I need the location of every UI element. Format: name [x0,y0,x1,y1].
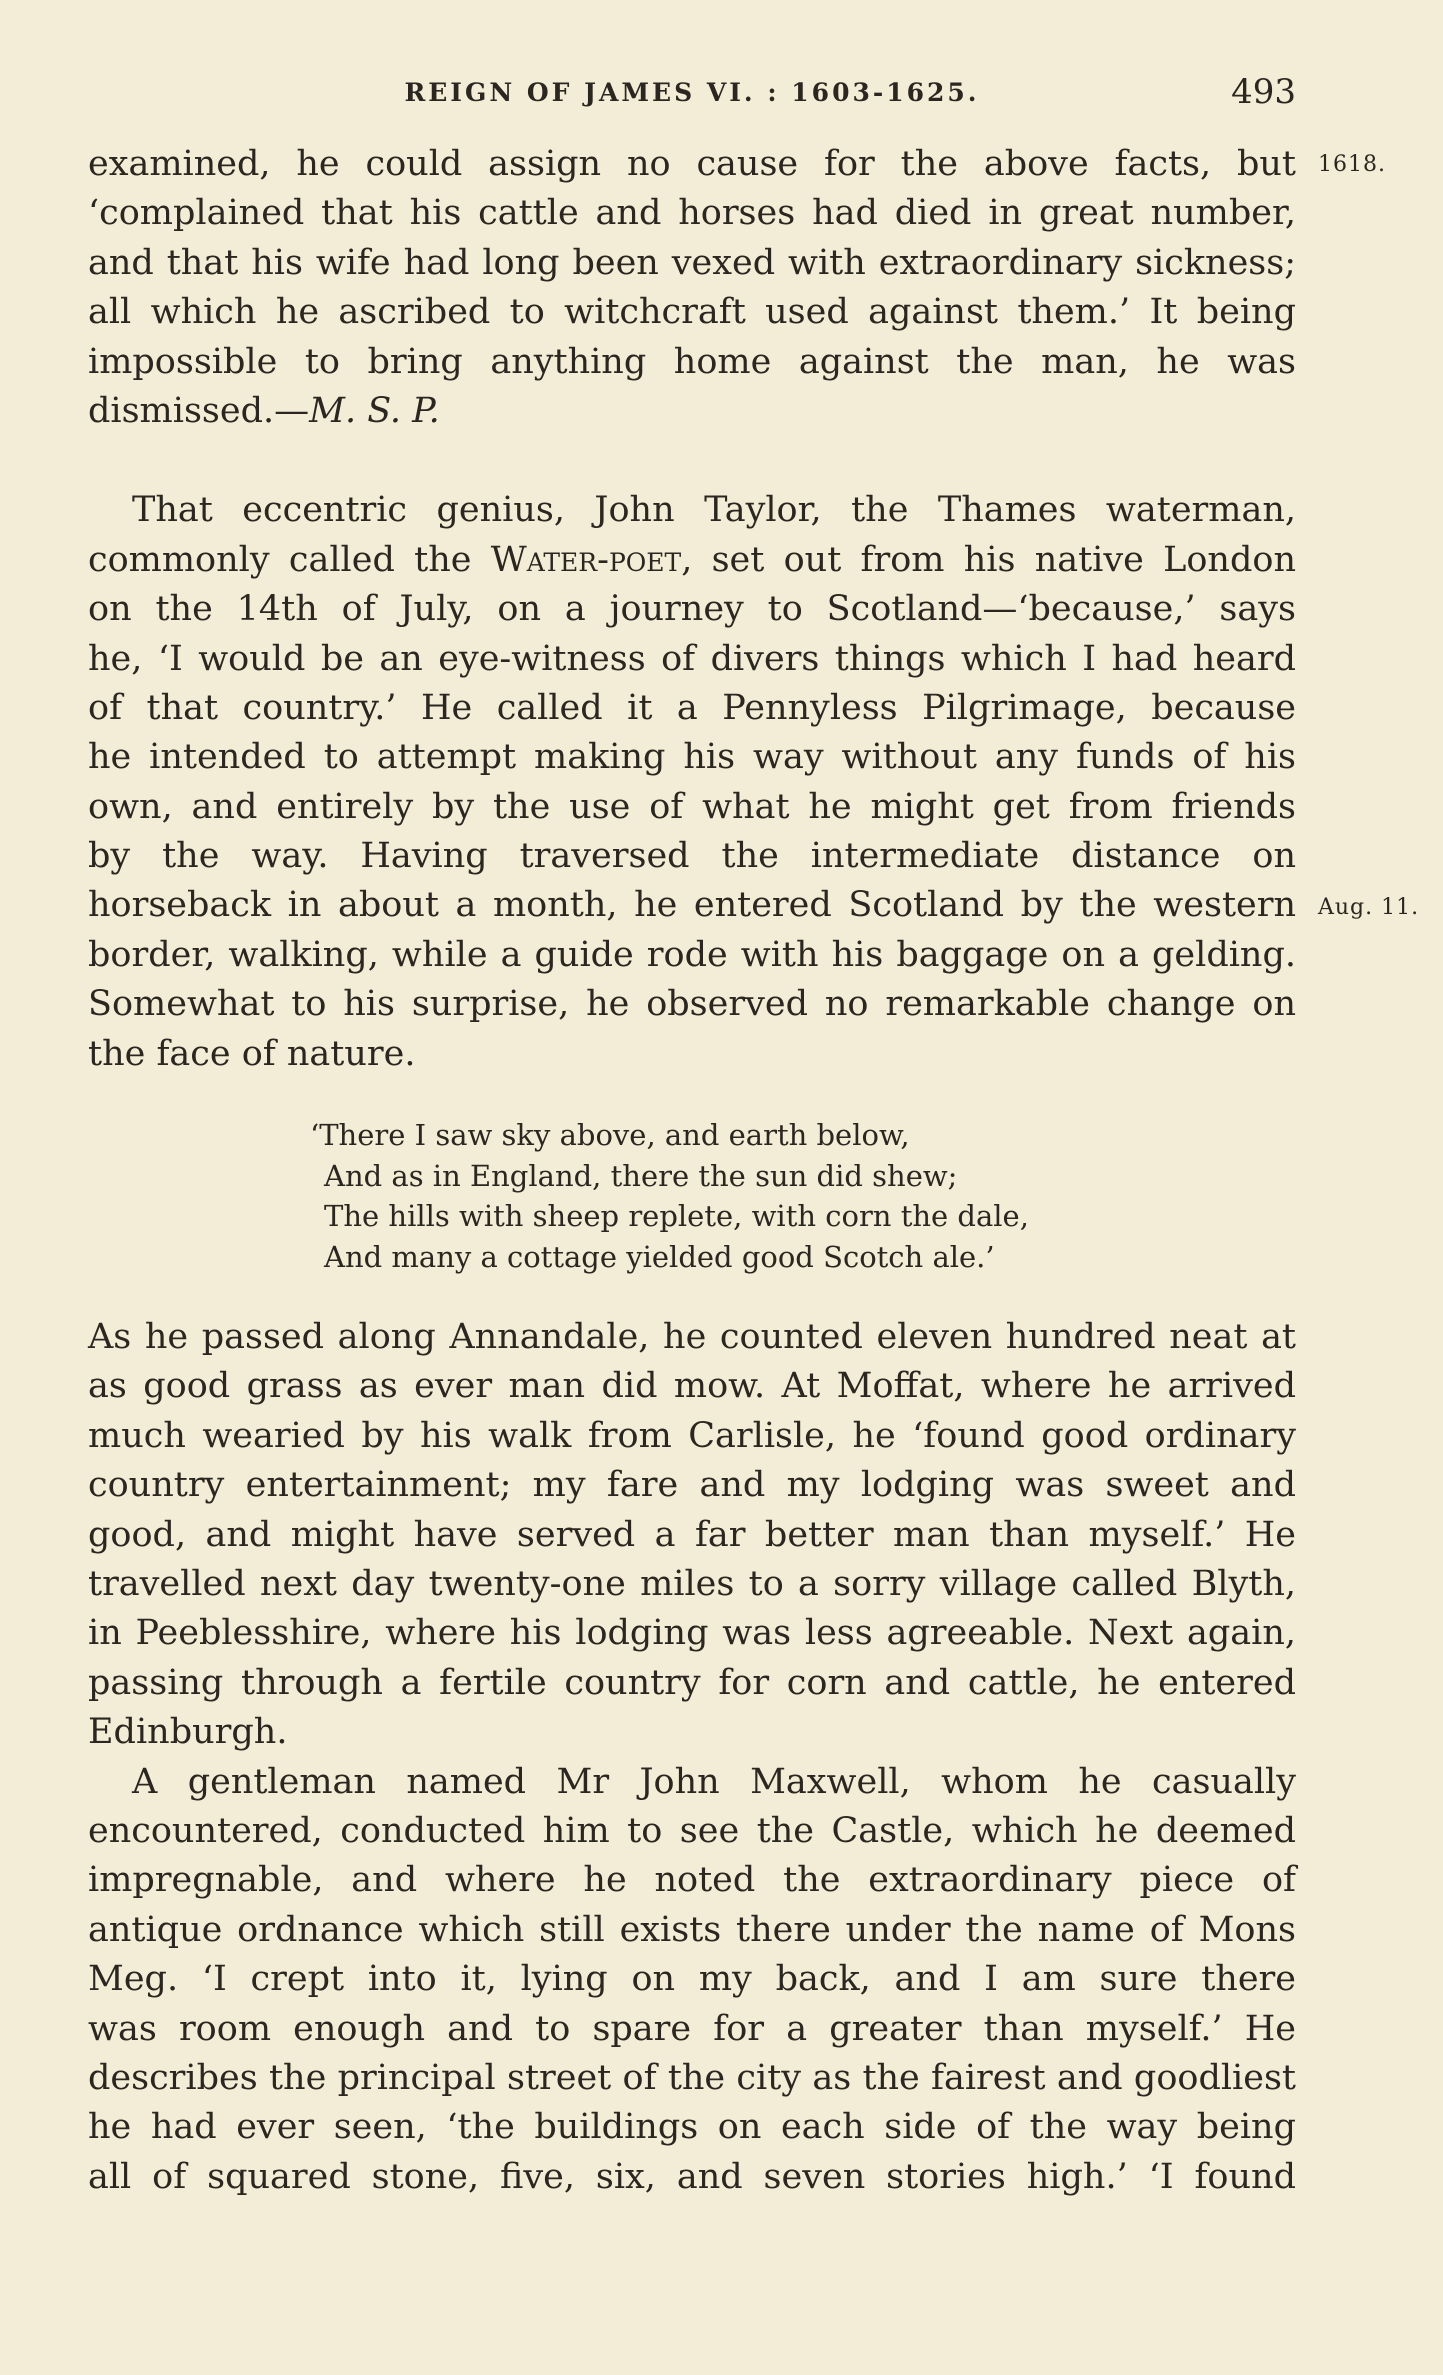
text-line: Somewhat to his surprise, he observed no remarkable change on [88,984,1296,1025]
text-line: encountered, conducted him to see the Castle, which he deemed [88,1810,1296,1851]
verse-spacer [88,1277,1296,1313]
margin-note-year: 1618. [1318,152,1386,177]
text-line: as good grass as ever man did mow. At Moffat, where he arrived [88,1366,1296,1407]
text-line: the face of nature. [88,1033,416,1074]
text-line: in Peeblesshire, where his lodging was less agreeable. Next again, [88,1613,1296,1654]
text-line: ‘complained that his cattle and horses had died in great number, [88,193,1296,234]
text-line [88,536,1296,585]
text-line [88,387,1296,436]
text-line: all which he ascribed to witchcraft used against them.’ It being [88,292,1296,333]
paragraph-edinburgh-castle [88,1758,1296,2203]
page-header [88,70,1296,120]
text-line: passing through a fertile country for corn and cattle, he entered [88,1662,1296,1703]
small-caps-term: Water-poet [490,539,682,580]
citation: M. S. P. [309,390,440,431]
text-line: examined, he could assign no cause for the above facts, but [88,144,1296,184]
text-line: all of squared stone, five, six, and seven stories high.’ ‘I found [88,2156,1296,2197]
text-line: he, ‘I would be an eye-witness of divers things which I had heard [88,638,1296,679]
text-line: antique ordnance which still exists there under the name of Mons [88,1909,1296,1950]
text-line: describes the principal street of the city as the fairest and goodliest [88,2057,1296,2098]
text-line: travelled next day twenty-one miles to a sorry village called Blyth, [88,1563,1296,1604]
text-line: was room enough and to spare for a greater than myself.’ He [88,2008,1296,2049]
text-line: impossible to bring anything home against the man, he was [88,341,1296,382]
text-line: horseback in about a month, he entered Scotland by the western [88,885,1296,926]
verse-spacer [88,1079,1296,1115]
running-head: REIGN OF JAMES VI. : 1603-1625. [404,78,980,107]
text-line: good, and might have served a far better man than myself.’ He [88,1514,1296,1555]
text-line: country entertainment; my fare and my lodging was sweet and [88,1465,1296,1506]
text-line: own, and entirely by the use of what he might get from friends [88,786,1296,827]
text-fragment: commonly called the [88,539,491,580]
verse-line: The hills with sheep replete, with corn the dale, [324,1199,1029,1234]
body-text [88,140,1296,2202]
verse-line: ‘There I saw sky above, and earth below, [310,1118,910,1153]
text-line: impregnable, and where he noted the extraordinary piece of [88,1860,1296,1901]
text-fragment: , set out from his native London [681,539,1296,580]
text-line: by the way. Having traversed the intermediate distance on [88,836,1296,877]
text-fragment: dismissed.— [88,390,310,431]
text-line: on the 14th of July, on a journey to Scotland—‘because,’ says [88,589,1296,630]
paragraph-water-poet [88,486,1296,1079]
text-line: much wearied by his walk from Carlisle, he ‘found good ordinary [88,1415,1296,1456]
text-line: Meg. ‘I crept into it, lying on my back, and I am sure there [88,1959,1296,2000]
verse-quote [310,1115,1170,1277]
text-line: Edinburgh. [88,1712,288,1753]
text-line: That eccentric genius, John Taylor, the Thames waterman, [132,490,1296,531]
page-number: 493 [1231,72,1296,112]
verse-line: And as in England, there the sun did shew; [324,1158,958,1193]
paragraph-witchcraft [88,140,1296,436]
verse-line: And many a cottage yielded good Scotch ale.’ [324,1239,995,1274]
text-line: A gentleman named Mr John Maxwell, whom he casually [132,1761,1296,1802]
text-line: of that country.’ He called it a Pennyless Pilgrimage, because [88,687,1296,728]
text-line: As he passed along Annandale, he counted eleven hundred neat at [88,1317,1296,1358]
text-line: he had ever seen, ‘the buildings on each side of the way being [88,2107,1296,2148]
text-line: and that his wife had long been vexed with extraordinary sickness; [88,242,1296,283]
text-line: he intended to attempt making his way without any funds of his [88,737,1296,778]
text-line: border, walking, while a guide rode with his baggage on a gelding. [88,934,1296,975]
paragraph-annandale [88,1313,1296,1758]
paragraph-spacer [88,436,1296,486]
margin-note-date: Aug. 11. [1318,895,1420,920]
